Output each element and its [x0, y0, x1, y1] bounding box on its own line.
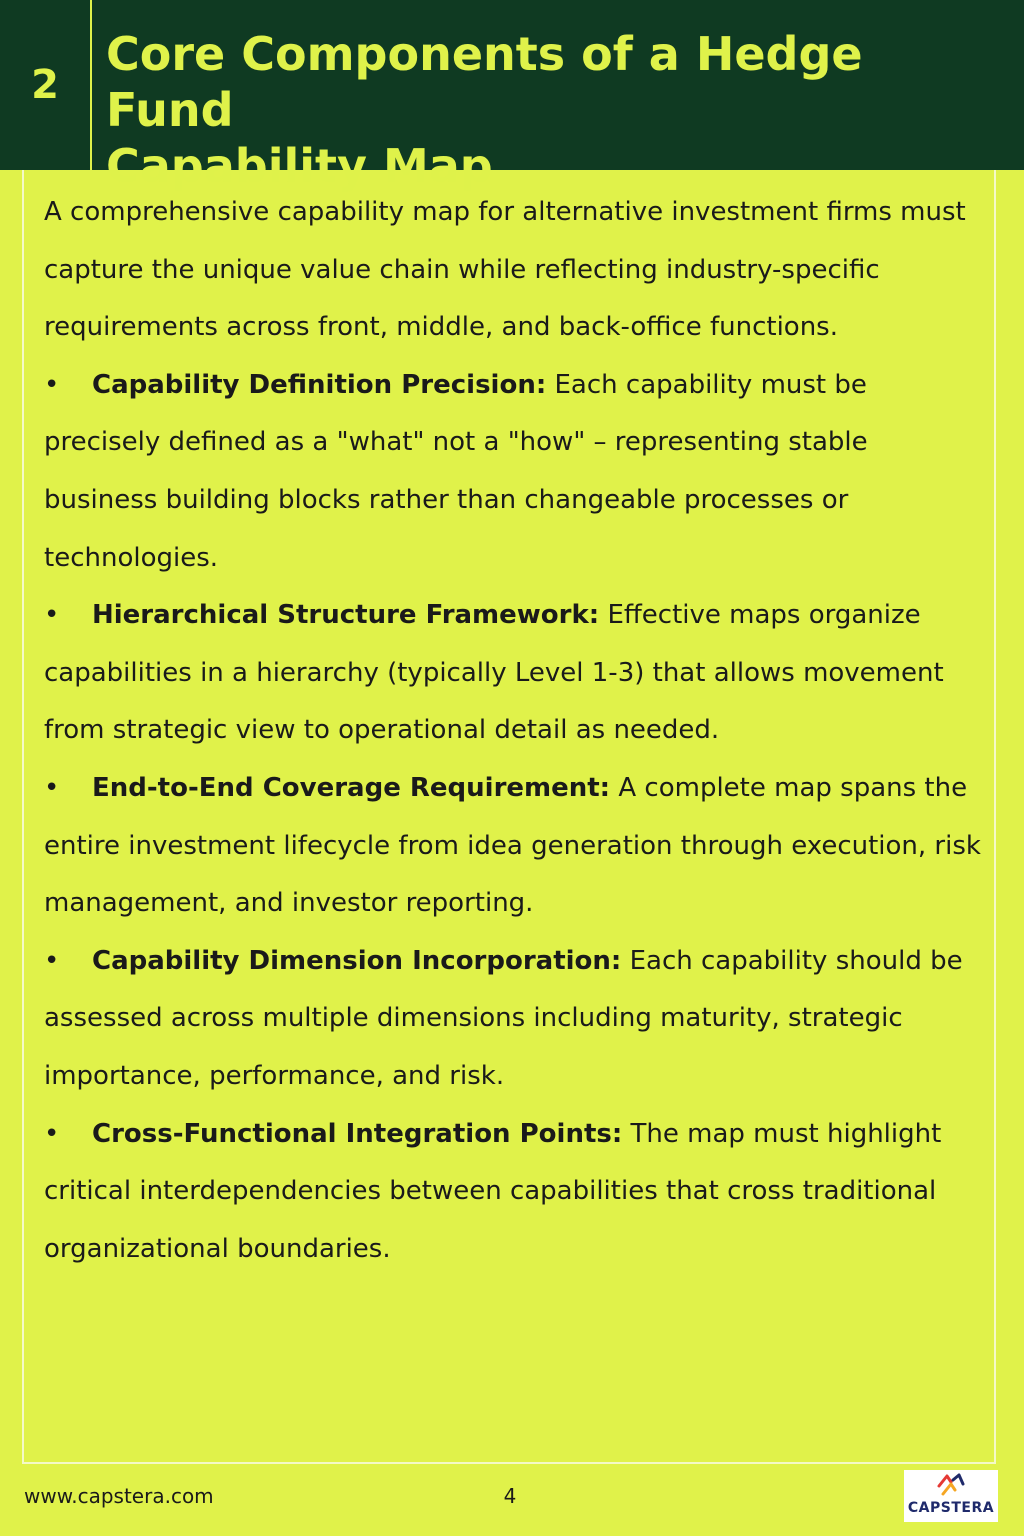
page-header — [0, 0, 1024, 193]
page-number: 4 — [503, 1484, 517, 1508]
bullet-term: End-to-End Coverage Requirement: — [92, 772, 611, 803]
bullet-term: Hierarchical Structure Framework: — [92, 600, 600, 631]
bullet-icon: • — [44, 945, 60, 976]
bullet-term: Capability Dimension Incorporation: — [92, 945, 622, 976]
bullet-text: A complete map spans the entire investment lifecycle from idea generation through execution, risk management, and investor reporting. — [44, 772, 981, 919]
bullet-item — [44, 760, 984, 933]
bullet-item — [44, 1106, 984, 1279]
footer-website-link[interactable]: www.capstera.com — [24, 1484, 214, 1508]
bullet-icon: • — [44, 1118, 60, 1149]
bullet-icon: • — [44, 369, 60, 400]
capstera-logo — [904, 1470, 998, 1522]
content-body — [44, 184, 984, 1278]
bullet-icon: • — [44, 772, 60, 803]
bullet-text: Each capability must be precisely defined as a "what" not a "how" – representing stable business building blocks rather than changeable processes or technologies. — [44, 369, 868, 573]
header-divider — [90, 0, 92, 170]
bullet-term: Cross-Functional Integration Points: — [92, 1118, 623, 1149]
bullet-item — [44, 933, 984, 1106]
bullet-icon: • — [44, 600, 60, 631]
bullet-text: Effective maps organize capabilities in a hierarchy (typically Level 1-3) that allows movement from strategic view to operational detail as needed. — [44, 600, 944, 746]
bullet-item — [44, 357, 984, 587]
page-title: Core Components of a Hedge Fund Capability Map — [106, 27, 863, 193]
intro-paragraph: A comprehensive capability map for alternative investment firms must capture the unique value chain while reflecting industry-specific requirements across front, middle, and back-office functions. — [44, 197, 966, 343]
bullet-text: The map must highlight critical interdependencies between capabilities that cross traditional organizational boundaries. — [44, 1118, 942, 1264]
section-number: 2 — [31, 62, 59, 108]
bullet-item — [44, 587, 984, 760]
bullet-text: Each capability should be assessed across multiple dimensions including maturity, strategic importance, performance, and risk. — [44, 945, 963, 1091]
bullet-term: Capability Definition Precision: — [92, 369, 547, 400]
logo-text: CAPSTERA — [907, 1500, 995, 1516]
capstera-logo-icon — [935, 1472, 967, 1500]
